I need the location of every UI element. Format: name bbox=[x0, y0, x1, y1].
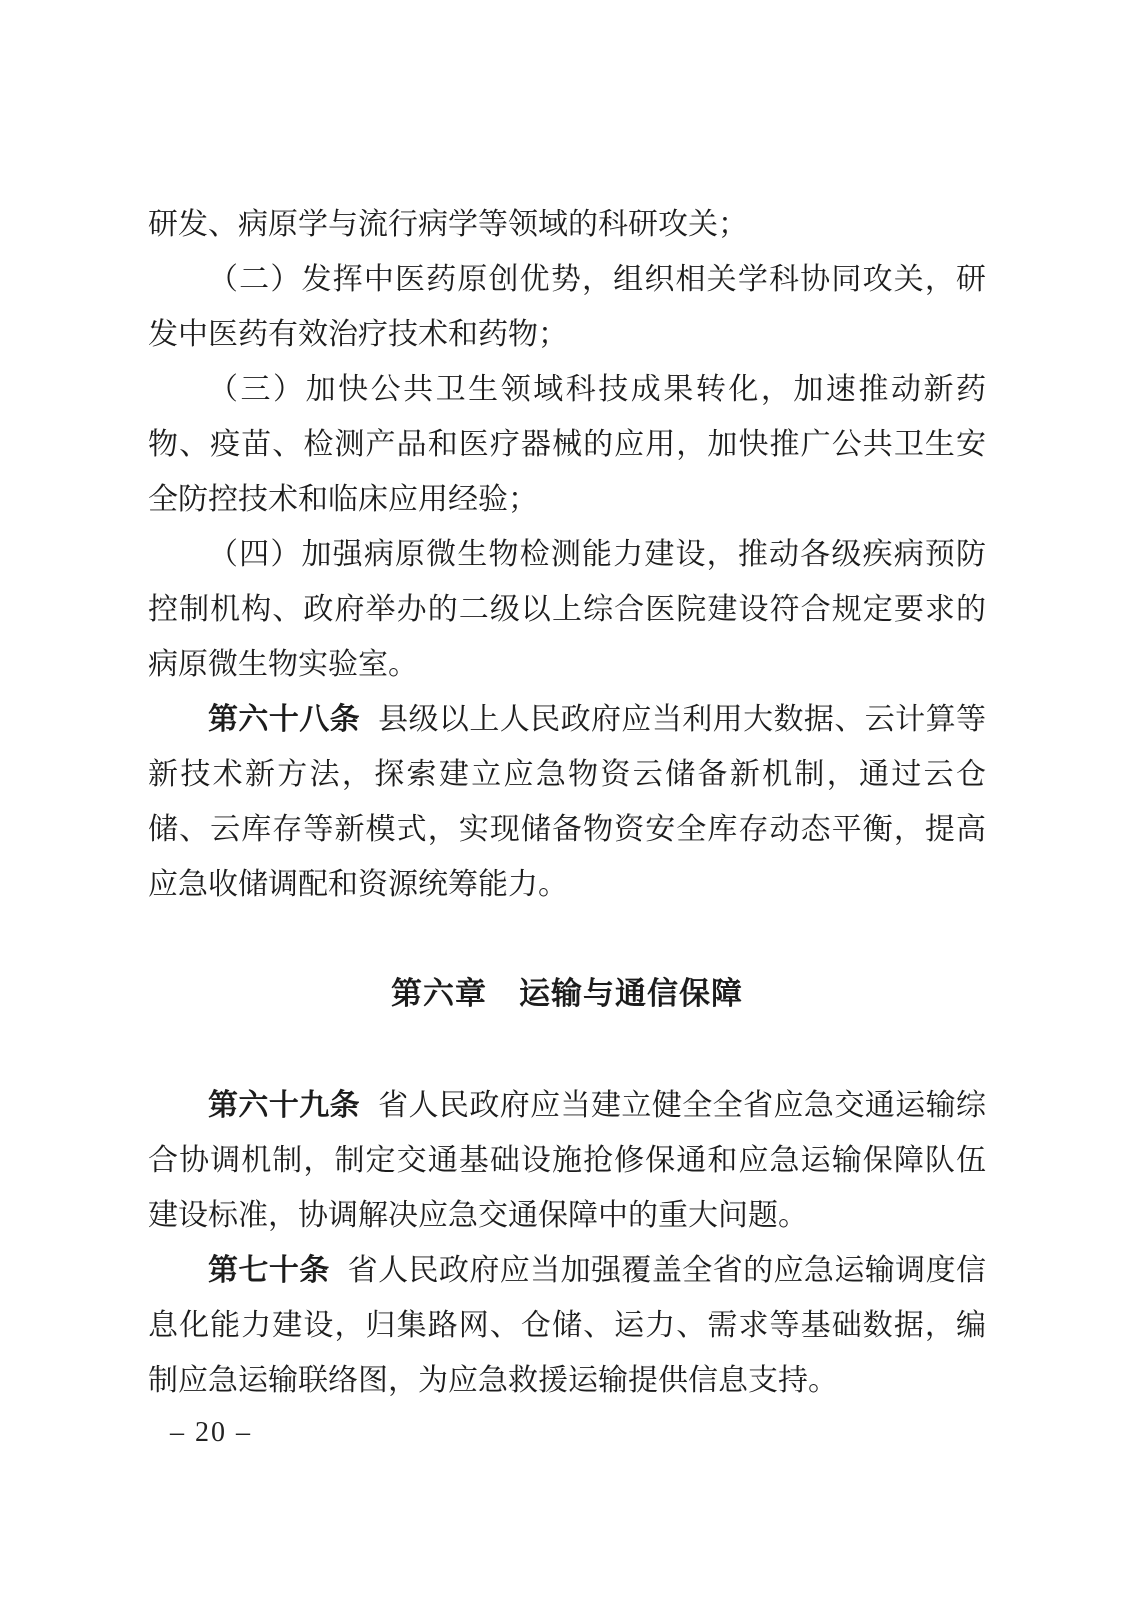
page-number: – 20 – bbox=[170, 1417, 252, 1448]
article-69-text: 省人民政府应当建立健全全省应急交通运输综合协调机制，制定交通基础设施抢修保通和应急运输保障队伍建设标准，协调解决应急交通保障中的重大问题。 bbox=[148, 1089, 987, 1232]
list-item-4: （四）加强病原微生物检测能力建设，推动各级疾病预防控制机构、政府举办的二级以上综合医院建设符合规定要求的病原微生物实验室。 bbox=[148, 538, 986, 681]
article-70-text: 省人民政府应当加强覆盖全省的应急运输调度信息化能力建设，归集路网、仓储、运力、需求等基础数据，编制应急运输联络图，为应急救援运输提供信息支持。 bbox=[148, 1254, 987, 1397]
document-body bbox=[148, 197, 986, 1408]
article-69-paragraph bbox=[148, 1078, 986, 1243]
article-70-number: 第七十条 bbox=[208, 1254, 330, 1287]
article-69-number: 第六十九条 bbox=[208, 1089, 361, 1122]
article-68-text: 县级以上人民政府应当利用大数据、云计算等新技术新方法，探索建立应急物资云储备新机制，通过云仓储、云库存等新模式，实现储备物资安全库存动态平衡，提高应急收储调配和资源统筹能力。 bbox=[148, 703, 987, 901]
list-item-3: （三）加快公共卫生领域科技成果转化，加速推动新药物、疫苗、检测产品和医疗器械的应用，加快推广公共卫生安全防控技术和临床应用经验； bbox=[148, 373, 986, 516]
article-68-number: 第六十八条 bbox=[208, 703, 361, 736]
list-item-2: （二）发挥中医药原创优势，组织相关学科协同攻关，研发中医药有效治疗技术和药物； bbox=[148, 263, 986, 351]
paragraph-continuation: 研发、病原学与流行病学等领域的科研攻关； bbox=[148, 208, 748, 241]
article-68-paragraph bbox=[148, 692, 986, 912]
chapter-heading: 第六章 运输与通信保障 bbox=[391, 976, 743, 1011]
article-70-paragraph bbox=[148, 1243, 986, 1408]
